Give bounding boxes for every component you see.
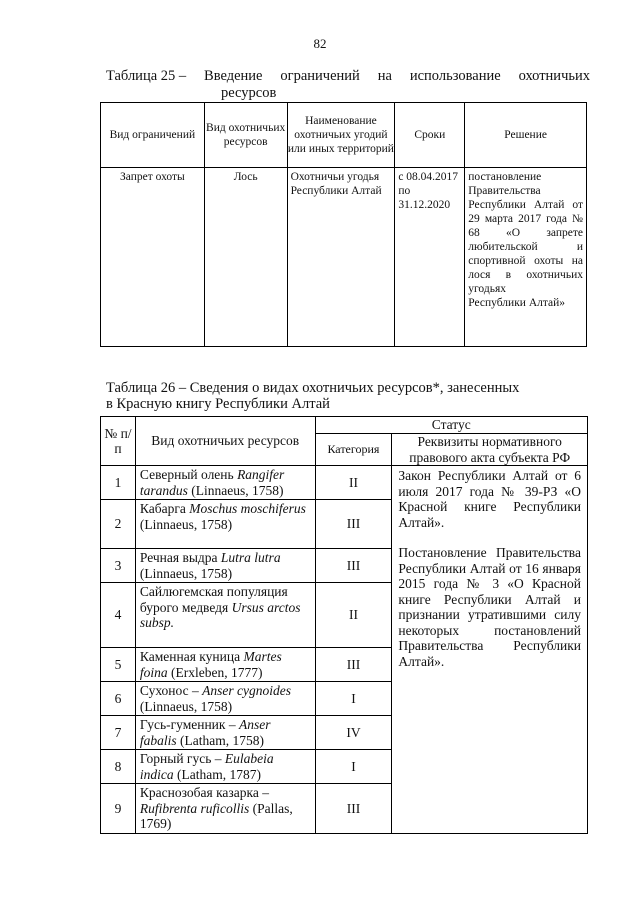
header-num: № п/п	[101, 417, 136, 466]
species-author: (Latham, 1758)	[176, 732, 265, 748]
table-header-row	[101, 417, 588, 434]
category-cell: III	[315, 500, 392, 549]
species-name: Речная выдра	[139, 550, 221, 565]
period-cell: с 08.04.2017 по 31.12.2020	[395, 168, 465, 347]
category-cell: II	[315, 466, 392, 500]
species-author: (Latham, 1787)	[173, 766, 262, 782]
restriction-cell: Запрет охоты	[101, 168, 205, 347]
row-number: 4	[101, 583, 136, 648]
species-cell	[135, 750, 315, 784]
species-name: Кабарга	[139, 501, 190, 516]
species-latin: Martes foina	[139, 649, 282, 680]
table-25	[100, 102, 587, 347]
table-header-row	[101, 103, 587, 168]
species-cell	[135, 648, 315, 682]
species-latin: Eulabeia indica	[139, 751, 274, 782]
species-name: Сайлюгемская популяция бурого медведя	[139, 584, 288, 615]
decision-text-last: Республики Алтай»	[468, 297, 566, 309]
header-cell: Сроки	[395, 103, 465, 168]
legal-act-resolution: Постановление Правительства Республики Алтай от 16 января 2015 года № 3 «О Красной книге Республики Алтай и признании утратившими силу некоторых постановлений Правительства Республики Алтай».	[398, 545, 581, 669]
species-name: Краснозобая казарка –	[139, 785, 269, 800]
species-author: (Linnaeus, 1758)	[139, 698, 233, 714]
decision-text: постановление Правительства Республики Алтай от 29 марта 2017 года № 68 «О запрете любительской и спортивной охоты на лося в охотничьих угодьях	[468, 171, 583, 295]
species-cell	[135, 500, 315, 549]
species-author: (Linnaeus, 1758)	[139, 565, 233, 581]
page-number: 82	[313, 36, 327, 51]
table-26	[100, 416, 588, 834]
species-cell	[135, 549, 315, 583]
species-name: Горный гусь –	[139, 751, 225, 766]
legal-act-cell	[392, 466, 588, 834]
species-latin: Lutra lutra	[220, 550, 281, 565]
table-row	[101, 466, 588, 500]
row-number: 7	[101, 716, 136, 750]
header-species: Вид охотничьих ресурсов	[135, 417, 315, 466]
territory-cell: Охотничьи угодья Республики Алтай	[287, 168, 395, 347]
decision-cell	[465, 168, 587, 347]
species-latin: Anser cygnoides	[202, 683, 291, 698]
category-cell: IV	[315, 716, 392, 750]
caption-word: охотничьих	[518, 68, 590, 84]
species-author: (Erxleben, 1777)	[167, 664, 263, 680]
row-number: 9	[101, 784, 136, 834]
species-latin: Rangifer tarandus	[139, 467, 285, 498]
legal-act-law: Закон Республики Алтай от 6 июля 2017 года № 39-РЗ «О Красной книге Республики Алтай».	[398, 468, 581, 530]
species-latin: Moschus moschiferus	[189, 501, 306, 516]
species-cell	[135, 784, 315, 834]
species-cell	[135, 466, 315, 500]
caption-word: Введение	[204, 68, 263, 84]
header-cell: Решение	[465, 103, 587, 168]
caption-line-2: ресурсов	[221, 85, 277, 101]
header-category: Категория	[315, 434, 392, 466]
row-number: 1	[101, 466, 136, 500]
species-name: Каменная куница	[139, 649, 244, 664]
category-cell: III	[315, 784, 392, 834]
category-cell: II	[315, 583, 392, 648]
caption-line-1: Таблица 26 – Сведения о видах охотничьих ресурсов*, занесенных	[106, 380, 520, 396]
species-cell	[135, 583, 315, 648]
table-26-caption	[106, 380, 590, 412]
header-cell: Вид ограничений	[101, 103, 205, 168]
row-number: 8	[101, 750, 136, 784]
category-cell: III	[315, 648, 392, 682]
table-25-caption	[106, 68, 590, 102]
species-name: Гусь-гуменник –	[139, 717, 239, 732]
species-latin: Ursus arctos subsp.	[139, 599, 301, 630]
species-cell	[135, 716, 315, 750]
header-cell: Наименование охотничьих угодий или иных территорий	[287, 103, 395, 168]
species-name: Северный олень	[139, 467, 238, 482]
species-author: (Linnaeus, 1758)	[139, 516, 233, 532]
caption-line-2: в Красную книгу Республики Алтай	[106, 396, 330, 412]
category-cell: III	[315, 549, 392, 583]
species-name: Сухонос –	[139, 683, 203, 698]
header-status: Статус	[315, 417, 587, 434]
row-number: 3	[101, 549, 136, 583]
table-row	[101, 168, 587, 347]
resource-cell: Лось	[204, 168, 287, 347]
row-number: 5	[101, 648, 136, 682]
row-number: 2	[101, 500, 136, 549]
category-cell: I	[315, 750, 392, 784]
header-cell: Вид охотничьих ресурсов	[204, 103, 287, 168]
species-author: (Pallas, 1769)	[139, 800, 293, 831]
species-author: (Linnaeus, 1758)	[187, 482, 284, 498]
caption-word: на	[377, 68, 392, 84]
caption-word: Таблица 25 –	[106, 68, 187, 84]
header-act: Реквизиты нормативного правового акта субъекта РФ	[392, 434, 588, 466]
species-latin: Rufibrenta ruficollis	[139, 800, 250, 816]
species-cell	[135, 682, 315, 716]
species-latin: Anser fabalis	[139, 717, 271, 748]
category-cell: I	[315, 682, 392, 716]
row-number: 6	[101, 682, 136, 716]
caption-word: использование	[409, 68, 501, 84]
caption-word: ограничений	[280, 68, 360, 84]
